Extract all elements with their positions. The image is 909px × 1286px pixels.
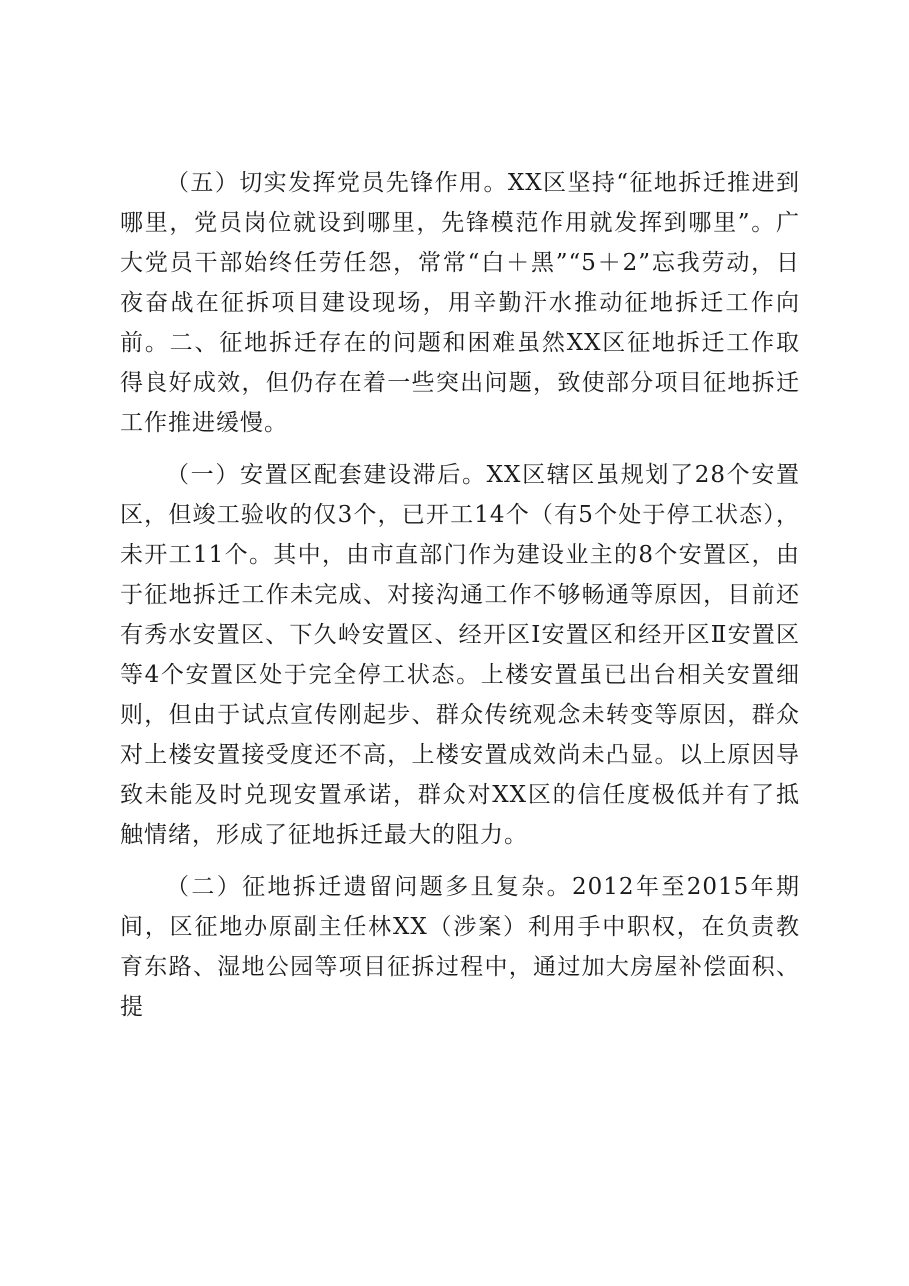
paragraph-legacy-issues: （二）征地拆迁遗留问题多且复杂。2012年至2015年期间，区征地办原副主任林XX（涉案）利用手中职权，在负责教育东路、湿地公园等项目征拆过程中，通过加大房屋补偿面积、提 bbox=[120, 874, 800, 1020]
paragraph-resettlement-delay: （一）安置区配套建设滞后。XX区辖区虽规划了28个安置区，但竣工验收的仅3个，已开工14个（有5个处于停工状态），未开工11个。其中，由市直部门作为建设业主的8个安置区，由于征地拆迁工作未完成、对接沟通工作不够畅通等原因，目前还有秀水安置区、下久岭安置区、经开区Ⅰ安置区和经开区Ⅱ安置区等4个安置区处于完全停工状态。上楼安置虽已出台相关安置细则，但由于试点宣传刚起步、群众传统观念未转变等原因，群众对上楼安置接受度还不高，上楼安置成效尚未凸显。以上原因导致未能及时兑现安置承诺，群众对XX区的信任度极低并有了抵触情绪，形成了征地拆迁最大的阻力。 bbox=[120, 462, 800, 848]
document-body bbox=[120, 163, 800, 1027]
paragraph-party-member-role: （五）切实发挥党员先锋作用。XX区坚持“征地拆迁推进到哪里，党员岗位就设到哪里，先锋模范作用就发挥到哪里”。广大党员干部始终任劳任怨，常常“白＋黑”“5＋2”忘我劳动，日夜奋战在征拆项目建设现场，用辛勤汗水推动征地拆迁工作向前。二、征地拆迁存在的问题和困难虽然XX区征地拆迁工作取得良好成效，但仍存在着一些突出问题，致使部分项目征地拆迁工作推进缓慢。 bbox=[120, 170, 800, 436]
